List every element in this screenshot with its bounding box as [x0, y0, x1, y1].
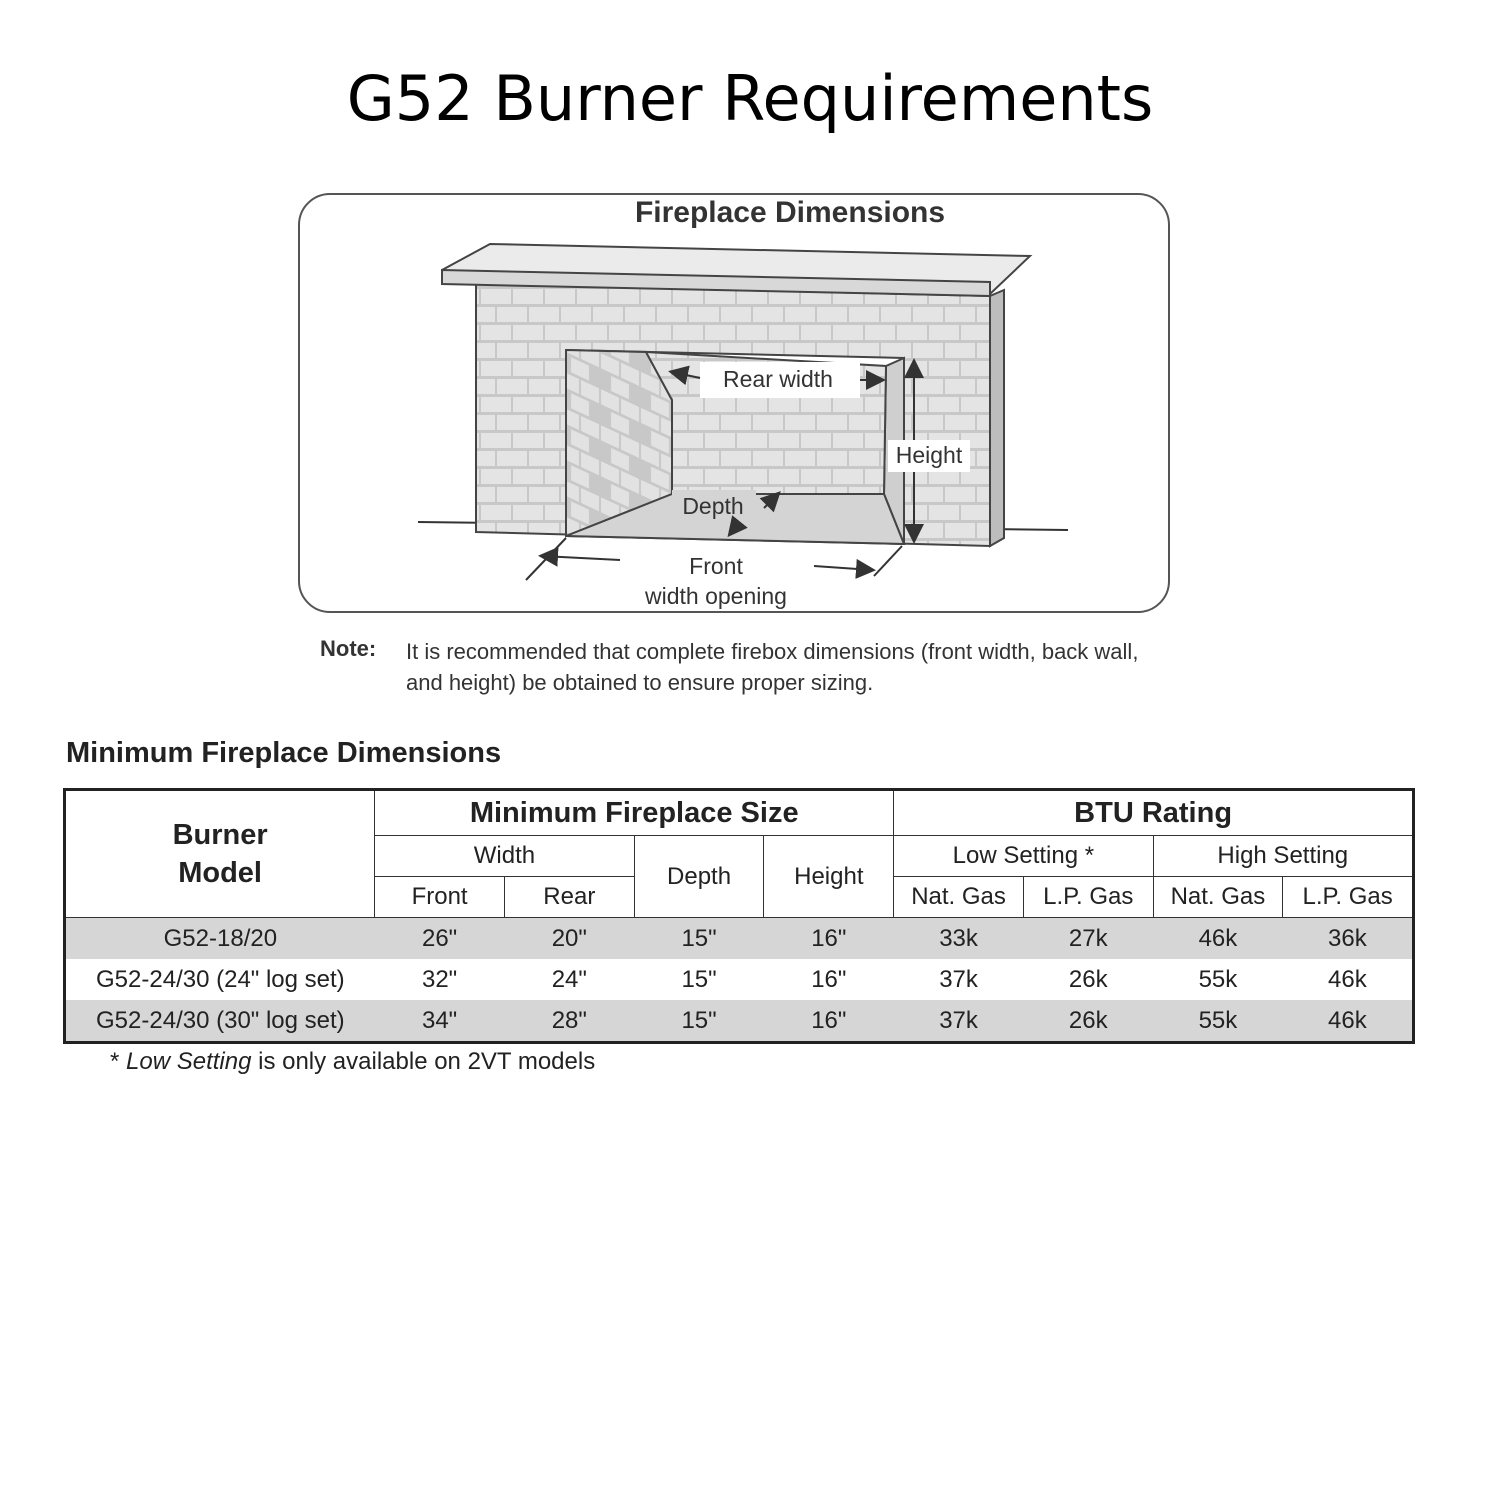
cell-high-lp: 46k: [1283, 1000, 1414, 1043]
header-min-size: Minimum Fireplace Size: [375, 790, 894, 836]
cell-depth: 15": [634, 1000, 764, 1043]
header-high-lp-gas: L.P. Gas: [1283, 877, 1414, 918]
fireplace-diagram: [0, 0, 1500, 640]
table-row: [65, 1000, 1414, 1043]
section-title: Minimum Fireplace Dimensions: [66, 737, 502, 769]
front-width-label-line2: width opening: [645, 583, 787, 609]
header-high-nat-gas: Nat. Gas: [1153, 877, 1283, 918]
cell-height: 16": [764, 918, 894, 960]
page-title: G52 Burner Requirements: [346, 62, 1154, 135]
cell-low-lp: 26k: [1023, 1000, 1153, 1043]
front-width-label-line1: Front: [689, 553, 743, 579]
footnote-star: *: [110, 1048, 120, 1075]
header-btu: BTU Rating: [894, 790, 1414, 836]
cell-rear: 20": [504, 918, 634, 960]
cell-depth: 15": [681, 965, 717, 993]
header-high-setting: High Setting: [1153, 836, 1413, 877]
header-width: Width: [375, 836, 634, 877]
cell-front: 34": [375, 1000, 505, 1043]
cell-low-nat: 37k: [939, 965, 978, 993]
header-height: Height: [764, 836, 894, 918]
cell-height: 16": [764, 1000, 894, 1043]
note-text: It is recommended that complete firebox dimensions (front width, back wall, and height) be obtained to ensure proper sizing.: [406, 639, 1139, 695]
cell-low-lp: 27k: [1023, 918, 1153, 960]
cell-height: 16": [811, 965, 847, 993]
header-burner-model: Burner Model: [65, 790, 375, 918]
cell-rear: 28": [504, 1000, 634, 1043]
cell-low-nat: 33k: [894, 918, 1024, 960]
cell-low-nat: 37k: [894, 1000, 1024, 1043]
header-low-nat-gas: Nat. Gas: [894, 877, 1024, 918]
footnote: [110, 1048, 595, 1076]
cell-model: G52-18/20: [65, 918, 375, 960]
header-low-lp-gas: L.P. Gas: [1023, 877, 1153, 918]
cell-high-nat: 55k: [1198, 965, 1238, 993]
cell-high-nat: 55k: [1153, 1000, 1283, 1043]
dimensions-table: [63, 788, 1415, 1044]
header-front: Front: [375, 877, 505, 918]
table-row: [65, 959, 1414, 1000]
header-low-setting: Low Setting *: [894, 836, 1153, 877]
height-label: Height: [895, 442, 963, 468]
cell-front: 26": [375, 918, 505, 960]
cell-model: G52-24/30 (24" log set): [96, 965, 345, 993]
header-depth: Depth: [634, 836, 764, 918]
table-row: [65, 918, 1414, 960]
footnote-italic: Low Setting: [126, 1048, 252, 1075]
footnote-text: is only available on 2VT models: [258, 1048, 596, 1075]
note-label: Note:: [320, 636, 377, 661]
cell-high-lp: 36k: [1283, 918, 1414, 960]
depth-label: Depth: [682, 493, 744, 519]
diagram-title: Fireplace Dimensions: [634, 196, 946, 229]
header-rear: Rear: [504, 877, 634, 918]
cell-low-lp: 26k: [1068, 965, 1108, 993]
cell-depth: 15": [634, 918, 764, 960]
rear-width-label: Rear width: [723, 366, 833, 392]
cell-high-lp: 46k: [1328, 965, 1367, 993]
cell-high-nat: 46k: [1153, 918, 1283, 960]
cell-model: G52-24/30 (30" log set): [65, 1000, 375, 1043]
cell-front: 32": [421, 965, 458, 993]
cell-rear: 24": [551, 965, 587, 993]
